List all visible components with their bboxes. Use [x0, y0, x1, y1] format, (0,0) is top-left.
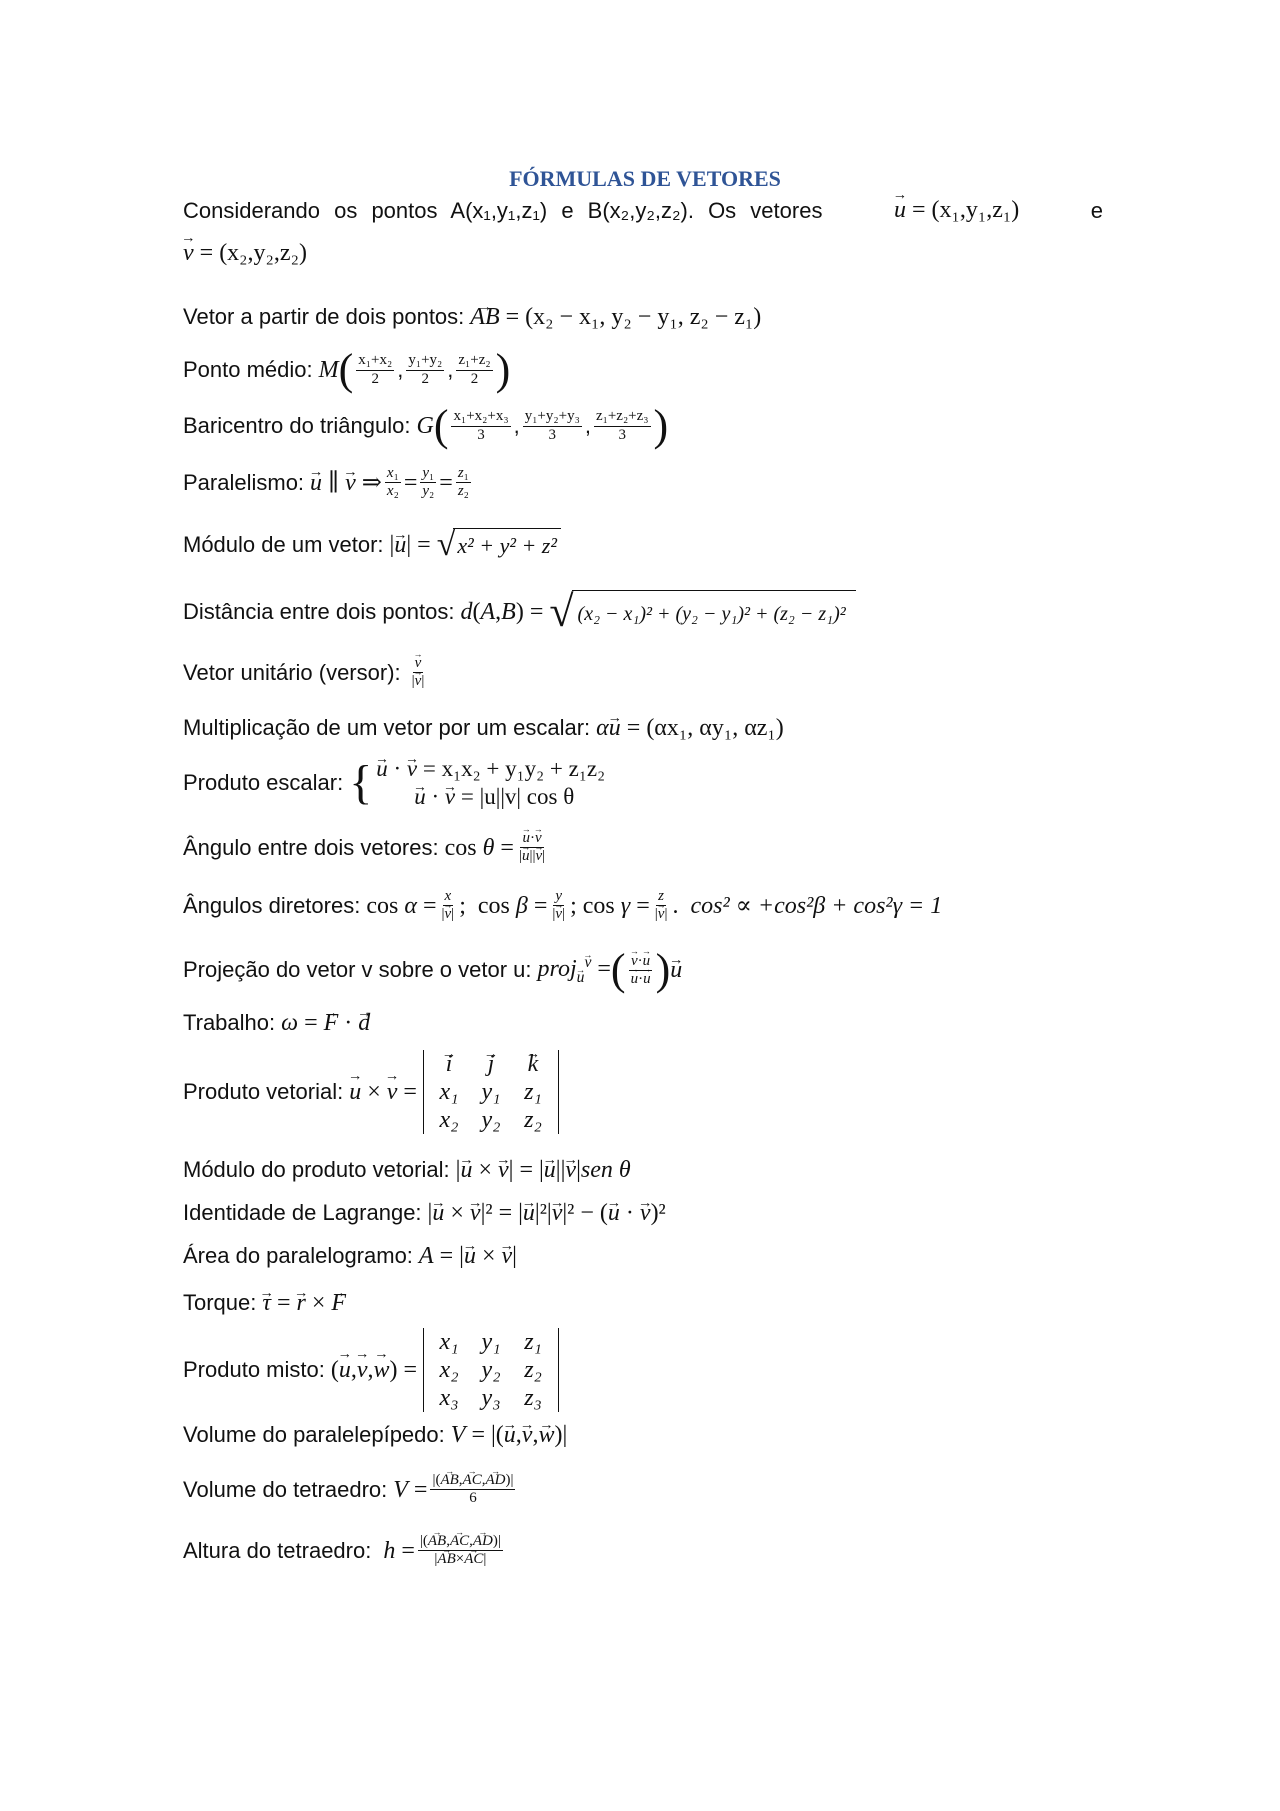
- formula-modulo: Módulo de um vetor: |u →| = √ x² + y² + z²: [183, 528, 561, 562]
- intro-text: Considerando os pontos A(x₁,y₁,z₁) e B(x₂,y₂,z₂). Os vetores: [183, 197, 823, 223]
- intro-v-def: v → = (x₂,y₂,z₂): [183, 240, 1103, 267]
- formula-paralelismo: Paralelismo: u → ∥ v → ⇒ $\frac{\text{x₁}}{\text{x₂}}$ = $\frac{\text{y₁}}{\text{y₂}}$ = $\frac{\text{z₁}}{\text{z₂}}$: [183, 465, 474, 501]
- intro-conj: e: [1090, 197, 1103, 223]
- formula-area: Área do paralelogramo: A = |u → × v →|: [183, 1241, 517, 1271]
- formula-produto-escalar: Produto escalar: { u → · v → = x₁x₂ + y₁y₂ + z₁z₂ u → · v → = |u||v| cos θ: [183, 755, 605, 811]
- formula-misto: Produto misto: (u →,v →,w →) = x₁ y₁ z₁ x₂ y₂ z₂ x₃ y₃ z₃: [183, 1328, 559, 1412]
- intro-u-def: u → = (x₁,y₁,z₁): [894, 197, 1019, 224]
- formula-distancia: Distância entre dois pontos: d(A,B) = √ (x₂ − x₁)² + (y₂ − y₁)² + (z₂ − z₁)²: [183, 590, 856, 634]
- formula-angulo: Ângulo entre dois vetores: cos θ = $\frac{u \to\cdot v \to}{|u \to||v \to|}$: [183, 830, 550, 866]
- formula-vol-paralelepipedo: Volume do paralelepípedo: V = |(u →,v →,w →)|: [183, 1420, 567, 1450]
- formula-torque: Torque: τ → = r → × F →: [183, 1288, 346, 1318]
- page-title: FÓRMULAS DE VETORES: [509, 166, 781, 191]
- formula-unitario: Vetor unitário (versor): $\frac{v \to}{|v \to|}$: [183, 655, 429, 691]
- formula-baricentro: Baricentro do triângulo: G ( $\frac{\text{x₁+x₂+x₃}}{3}$ , $\frac{\text{y₁+y₂+y₃}}{3}$ , $\frac{\text{z₁+z₂+z₃}}{3}$ ): [183, 401, 669, 450]
- formula-diretores: Ângulos diretores: cos α = $\frac{x}{|v \to|}$ ; cos β = $\frac{y}{|v \to|}$ ; cos γ = $\frac{z}{|v \to|}$ . cos² ∝ +cos²β + cos²γ = 1: [183, 888, 942, 924]
- formula-ponto-medio: Ponto médio: M ( $\frac{\text{x₁+x₂}}{2}$ , $\frac{\text{y₁+y₂}}{2}$ , $\frac{\text{z₁+z₂}}{2}$ ): [183, 345, 511, 394]
- formula-altura-tetraedro: Altura do tetraedro: h = $\frac{|(AB \to,AC \to,AD \to)|}{|AB \to\times AC \to|}$: [183, 1533, 506, 1569]
- formula-lagrange: Identidade de Lagrange: |u → × v →|² = |u →|²|v →|² − (u → · v →)²: [183, 1198, 666, 1228]
- formula-escalar-mult: Multiplicação de um vetor por um escalar: αu → = (αx₁, αy₁, αz₁): [183, 713, 784, 743]
- formula-trabalho: Trabalho: ω = F → · d →: [183, 1008, 370, 1038]
- formula-projecao: Projeção do vetor v sobre o vetor u: proj$_u$ →$^v$ → = ( $\frac{v \to\cdot u \to}{u \to\cdot u}$ → ) u →: [183, 948, 682, 993]
- formula-modulo-vetorial: Módulo do produto vetorial: |u → × v →| = |u →||v →|sen θ: [183, 1155, 631, 1185]
- intro-paragraph: [183, 197, 1103, 267]
- formula-vetorial: Produto vetorial: u → × v → = i → j → k → x₁ y₁ z₁ x₂ y₂ z₂: [183, 1050, 559, 1134]
- formula-vetor-pontos: Vetor a partir de dois pontos: AB → = (x₂ − x₁, y₂ − y₁, z₂ − z₁): [183, 302, 761, 332]
- formula-vol-tetraedro: Volume do tetraedro: V = $\frac{|(AB \to,AC \to,AD \to)|}{6}$: [183, 1472, 518, 1508]
